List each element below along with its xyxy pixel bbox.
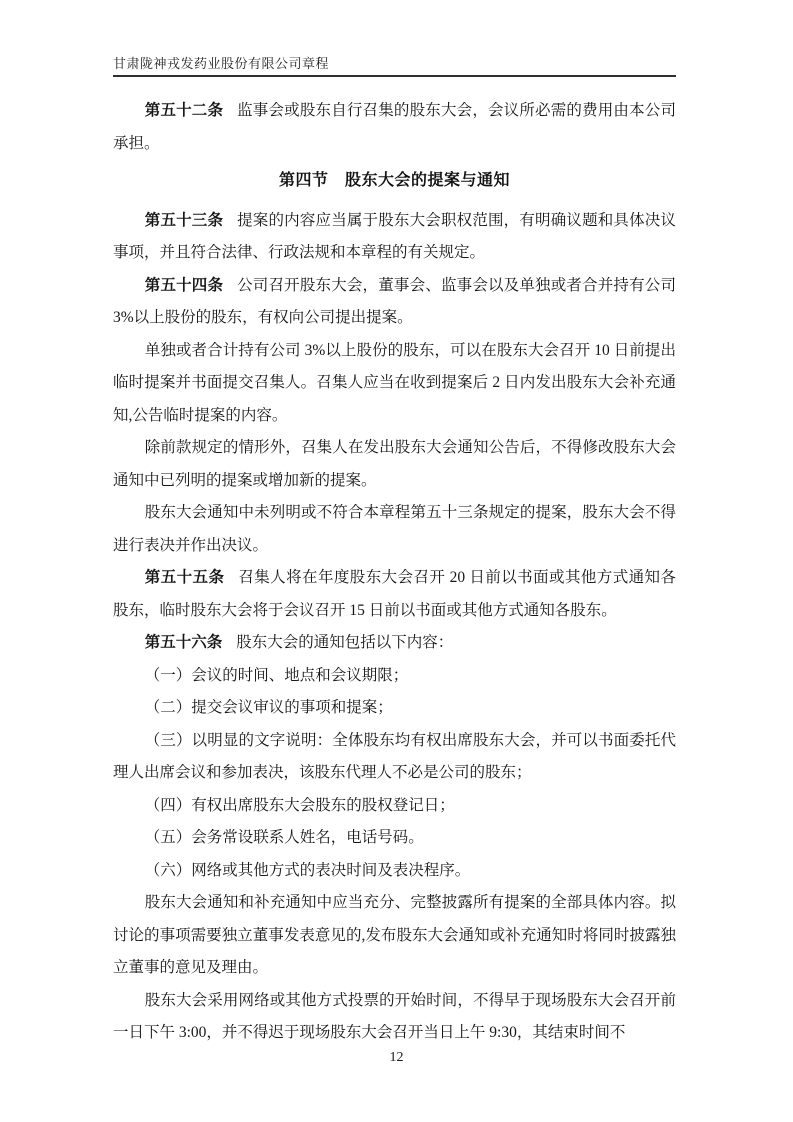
body-paragraph: 股东大会通知中未列明或不符合本章程第五十三条规定的提案，股东大会不得进行表决并作出决议。 [113, 504, 676, 554]
article-paragraph [113, 95, 676, 160]
page-number: 12 [389, 1050, 404, 1065]
body-paragraph: 股东大会通知和补充通知中应当充分、完整披露所有提案的全部具体内容。拟讨论的事项需要独立董事发表意见的,发布股东大会通知或补充通知时将同时披露独立董事的意见及理由。 [113, 894, 676, 976]
body-paragraph: （一）会议的时间、地点和会议期限； [144, 666, 409, 684]
document-body [113, 95, 676, 1050]
header-title: 甘肃陇神戎发药业股份有限公司章程 [113, 56, 330, 71]
article-paragraph [113, 270, 676, 335]
article-number: 第五十三条 [144, 211, 224, 229]
article-number: 第五十五条 [144, 569, 225, 586]
section-heading: 第四节 股东大会的提案与通知 [278, 172, 510, 189]
body-paragraph: （二）提交会议审议的事项和提案； [144, 699, 393, 716]
body-paragraph: （四）有权出席股东大会股东的股权登记日； [144, 796, 455, 814]
body-paragraph: （五）会务常设联系人姓名，电话号码。 [144, 829, 424, 846]
article-text: 监事会或股东自行召集的股东大会，会议所必需的费用由本公司承担。 [113, 102, 676, 152]
body-paragraph: （六）网络或其他方式的表决时间及表决程序。 [144, 861, 471, 879]
article-text: 召集人将在年度股东大会召开 20 日前以书面或其他方式通知各股东，临时股东大会将于会议召开 15 日前以书面或其他方式通知各股东。 [113, 569, 676, 619]
article-text: 提案的内容应当属于股东大会职权范围，有明确议题和具体决议事项，并且符合法律、行政法规和本章程的有关规定。 [113, 211, 676, 261]
article-text: 公司召开股东大会，董事会、监事会以及单独或者合并持有公司 3%以上股份的股东，有权向公司提出提案。 [113, 276, 676, 326]
body-paragraph: 股东大会采用网络或其他方式投票的开始时间，不得早于现场股东大会召开前一日下午 3:00，并不得迟于现场股东大会召开当日上午 9:30，其结束时间不 [113, 991, 676, 1041]
article-paragraph [113, 205, 676, 270]
article-text: 股东大会的通知包括以下内容： [236, 634, 454, 651]
article-number: 第五十二条 [144, 102, 224, 119]
article-paragraph [113, 627, 676, 660]
page-header [113, 0, 676, 77]
body-paragraph: （三）以明显的文字说明：全体股东均有权出席股东大会，并可以书面委托代理人出席会议和参加表决，该股东代理人不必是公司的股东； [113, 731, 676, 781]
article-number: 第五十六条 [144, 634, 223, 651]
article-number: 第五十四条 [144, 276, 224, 294]
page-footer [0, 1050, 793, 1066]
article-paragraph [113, 562, 676, 627]
body-paragraph: 单独或者合计持有公司 3%以上股份的股东，可以在股东大会召开 10 日前提出临时提案并书面提交召集人。召集人应当在收到提案后 2 日内发出股东大会补充通知,公告临时提案的内容。 [113, 341, 676, 424]
body-paragraph: 除前款规定的情形外，召集人在发出股东大会通知公告后，不得修改股东大会通知中已列明的提案或增加新的提案。 [113, 439, 676, 489]
